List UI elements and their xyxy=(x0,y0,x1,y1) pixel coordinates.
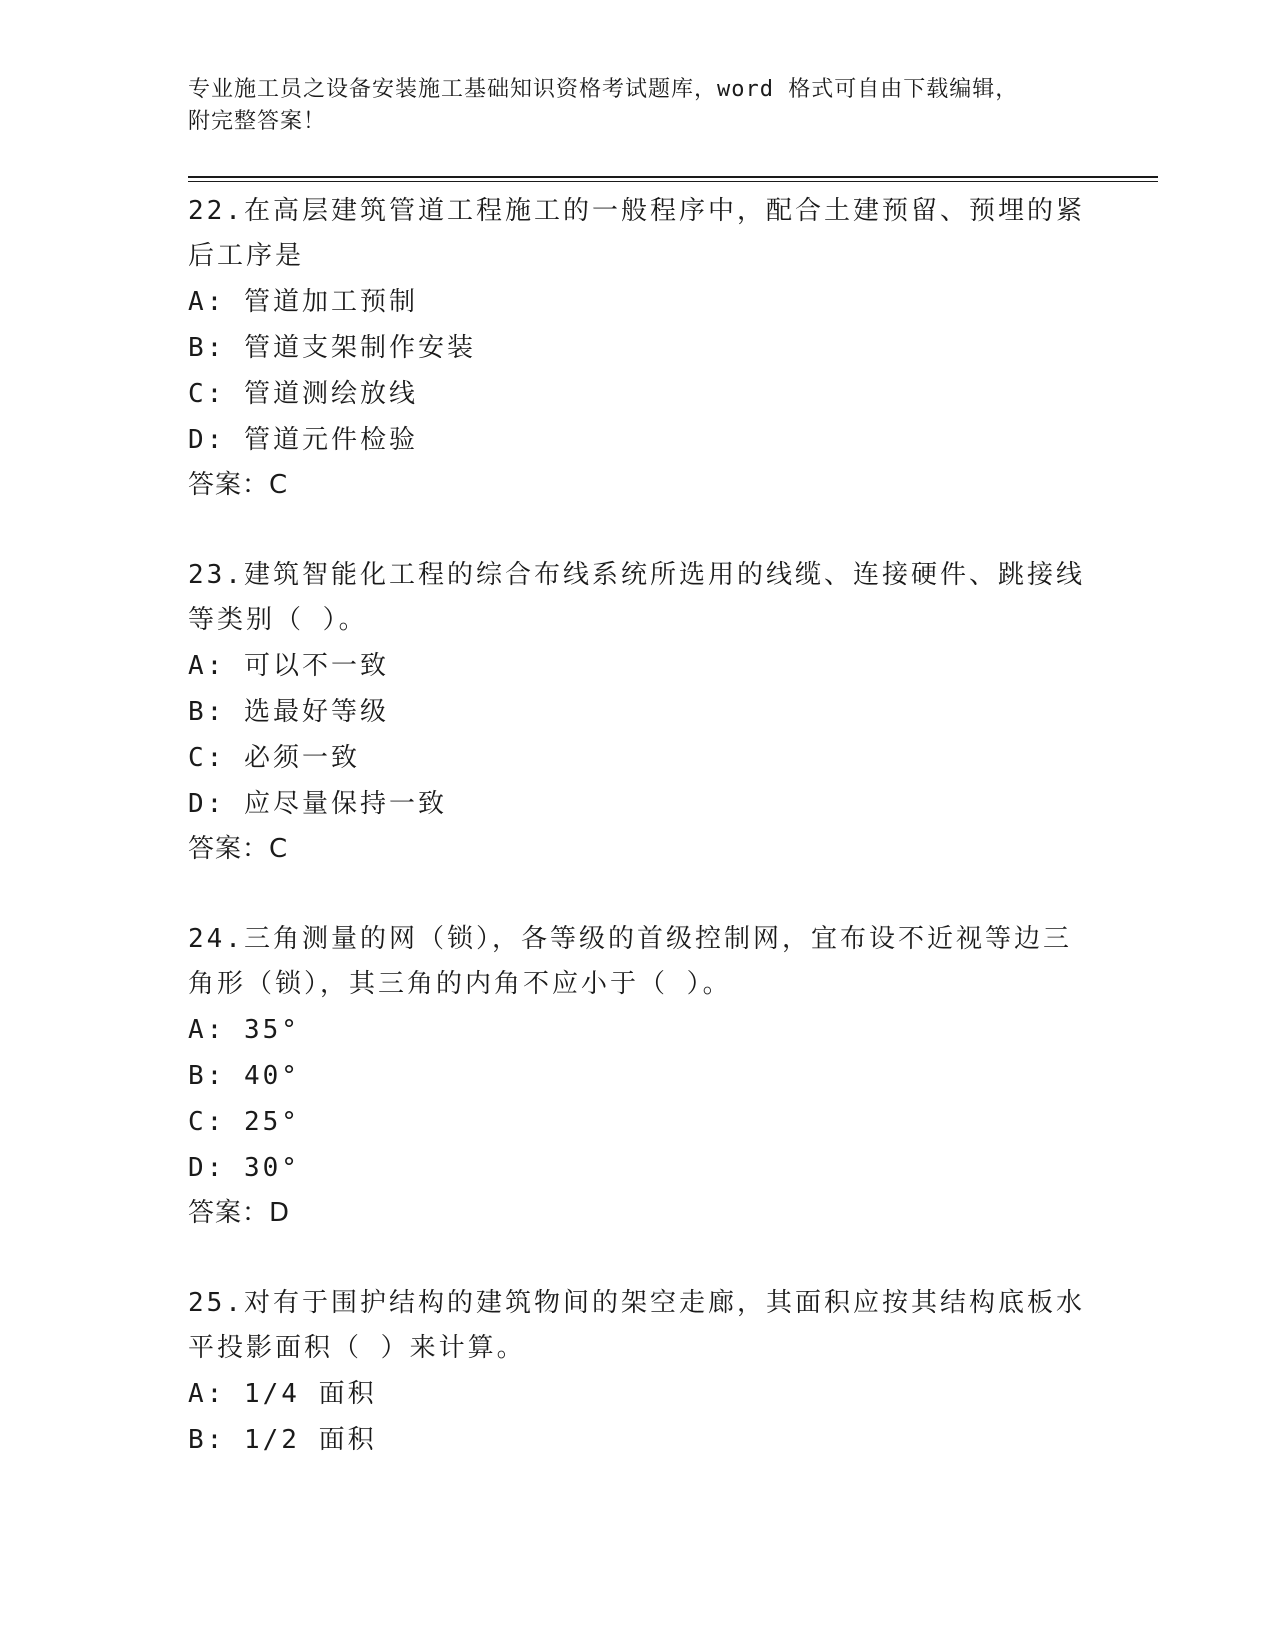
header-line-1: 专业施工员之设备安装施工基础知识资格考试题库，word 格式可自由下载编辑， xyxy=(188,77,1019,102)
header-rule-thin xyxy=(188,181,1158,182)
answer-value: D xyxy=(269,1198,291,1228)
answer-option: D: 应尽量保持一致 xyxy=(188,789,447,819)
answer-label: 答案： xyxy=(188,1198,270,1228)
answer-option: A: 管道加工预制 xyxy=(188,287,418,317)
answer-line xyxy=(188,1191,1088,1236)
header-line-2: 附完整答案！ xyxy=(188,109,327,134)
answer-option: C: 必须一致 xyxy=(188,743,360,773)
answer-option: B: 40° xyxy=(188,1061,300,1091)
answer-option: A: 1/4 面积 xyxy=(188,1379,377,1409)
answer-line xyxy=(188,827,1088,872)
question-block xyxy=(188,553,1088,872)
answer-option: C: 25° xyxy=(188,1107,300,1137)
question-stem: 25.对有于围护结构的建筑物间的架空走廊，其面积应按其结构底板水平投影面积（ ）来计算。 xyxy=(188,1288,1085,1363)
question-list xyxy=(188,189,1088,1508)
answer-option: B: 1/2 面积 xyxy=(188,1425,377,1455)
answer-option: B: 管道支架制作安装 xyxy=(188,333,476,363)
question-stem: 23.建筑智能化工程的综合布线系统所选用的线缆、连接硬件、跳接线等类别（ ）。 xyxy=(188,560,1085,635)
answer-option: B: 选最好等级 xyxy=(188,697,389,727)
question-block xyxy=(188,189,1088,508)
answer-line xyxy=(188,463,1088,508)
answer-value: C xyxy=(269,834,289,864)
question-block xyxy=(188,917,1088,1236)
answer-option: A: 可以不一致 xyxy=(188,651,389,681)
question-stem: 24.三角测量的网（锁），各等级的首级控制网，宜布设不近视等边三角形（锁），其三角的内角不应小于（ ）。 xyxy=(188,924,1072,999)
header-rule-thick xyxy=(188,176,1158,178)
answer-label: 答案： xyxy=(188,834,270,864)
question-stem: 22.在高层建筑管道工程施工的一般程序中，配合土建预留、预埋的紧后工序是 xyxy=(188,196,1085,271)
document-header xyxy=(188,74,1068,138)
answer-option: A: 35° xyxy=(188,1015,300,1045)
answer-option: D: 30° xyxy=(188,1153,300,1183)
answer-option: D: 管道元件检验 xyxy=(188,425,418,455)
question-block xyxy=(188,1281,1088,1463)
answer-option: C: 管道测绘放线 xyxy=(188,379,418,409)
answer-label: 答案： xyxy=(188,470,270,500)
answer-value: C xyxy=(269,470,289,500)
